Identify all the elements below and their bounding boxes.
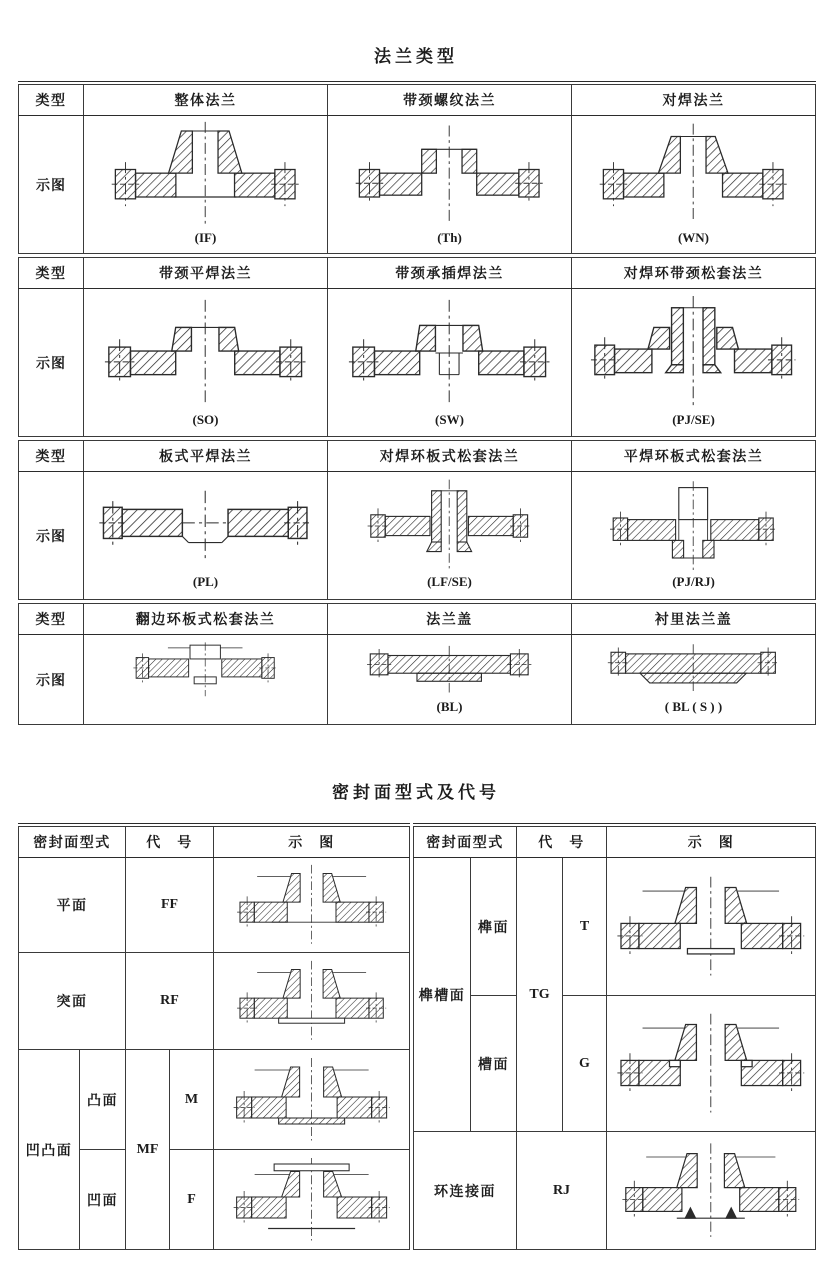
flange-drawing [91,294,319,412]
flange-code: (SW) [435,411,464,427]
seal-code: FF [126,858,214,953]
flange-drawing [579,120,807,230]
seal-face-header: 密封面型式 [414,827,517,858]
seal-face-label: 凹面 [80,1150,126,1250]
flange-name: 板式平焊法兰 [84,441,328,472]
seal-face-label: 榫面 [471,858,517,996]
flange-name: 带颈螺纹法兰 [328,85,572,116]
diagram-row-label: 示图 [19,472,84,600]
type-header-row [19,85,816,116]
flange-section-1 [18,84,816,254]
flange-name: 衬里法兰盖 [572,604,816,635]
seal-group-label: 榫槽面 [414,858,471,1132]
flange-code: (IF) [194,229,217,245]
flange-section-4 [18,603,816,725]
flange-code: (BL) [436,698,463,714]
seal-code-header: 代 号 [517,827,607,858]
diagram-row-label: 示图 [19,635,84,725]
seal-face-header: 密封面型式 [19,827,126,858]
seal-code: G [563,996,607,1132]
flange-drawing [91,120,319,230]
diagram-row [19,472,816,600]
flange-code: (PL) [192,573,219,589]
diagram-row [19,289,816,437]
type-row-label: 类型 [19,604,84,635]
seal-face-table [18,823,816,1250]
seal-drawing [219,862,404,948]
seal-group-label: 凹凸面 [19,1050,80,1250]
type-header-row [19,258,816,289]
seal-group-code: TG [517,858,563,1132]
seal-header-row [19,827,410,858]
diagram-row-label: 示图 [19,116,84,254]
flange-drawing [579,641,807,699]
diagram-row [19,635,816,725]
seal-drawing [612,867,810,987]
diagram-row [19,116,816,254]
seal-code: T [563,858,607,996]
seal-group-code: MF [126,1050,170,1250]
flange-type-table [18,81,816,725]
flange-name: 对焊环带颈松套法兰 [572,258,816,289]
seal-row-ring [414,1132,816,1250]
seal-row-tongue [414,858,816,996]
flange-section-3 [18,440,816,600]
flange-drawing [579,294,807,412]
flange-code: (PJ/RJ) [672,573,715,589]
flange-name: 对焊环板式松套法兰 [328,441,572,472]
seal-drawing [219,1155,404,1245]
flange-name: 翻边环板式松套法兰 [84,604,328,635]
seal-face-label: 槽面 [471,996,517,1132]
flange-code: ( BL ( S ) ) [664,698,723,714]
seal-header-row [414,827,816,858]
seal-code: M [170,1050,214,1150]
type-header-row [19,441,816,472]
flange-name: 对焊法兰 [572,85,816,116]
seal-row-flat [19,858,410,953]
seal-row-groove [414,996,816,1132]
flange-code: (LF/SE) [427,573,472,589]
seal-code-header: 代 号 [126,827,214,858]
seal-face-label: 凸面 [80,1050,126,1150]
flange-code: (PJ/SE) [672,411,715,427]
seal-table-left [18,823,410,1250]
seal-code: RJ [517,1132,607,1250]
flange-name: 带颈承插焊法兰 [328,258,572,289]
seal-drawing [612,1005,810,1123]
flange-drawing [335,120,563,230]
type-header-row [19,604,816,635]
seal-table-right [413,823,816,1250]
seal-drawing [612,1140,810,1242]
flange-code: (WN) [677,229,710,245]
seal-row-raised [19,953,410,1050]
seal-diagram-header: 示 图 [607,827,816,858]
flange-name: 法兰盖 [328,604,572,635]
seal-table-title: 密封面型式及代号 [332,783,500,802]
seal-face-label: 环连接面 [414,1132,517,1250]
flange-drawing [91,641,319,699]
diagram-row-label: 示图 [19,289,84,437]
flange-drawing [335,294,563,412]
seal-drawing [219,958,404,1044]
seal-code: RF [126,953,214,1050]
flange-code: (Th) [437,229,462,245]
seal-code: F [170,1150,214,1250]
type-row-label: 类型 [19,85,84,116]
seal-face-label: 突面 [19,953,126,1050]
flange-drawing [335,641,563,699]
seal-diagram-header: 示 图 [214,827,410,858]
seal-drawing [219,1055,404,1145]
flange-drawing [91,478,319,574]
flange-drawing [579,478,807,574]
flange-section-2 [18,257,816,437]
flange-drawing [335,478,563,574]
flange-name: 平焊环板式松套法兰 [572,441,816,472]
seal-row-male [19,1050,410,1150]
flange-table-title: 法兰类型 [374,47,458,66]
flange-code: (SO) [192,411,219,427]
flange-name: 带颈平焊法兰 [84,258,328,289]
seal-face-label: 平面 [19,858,126,953]
flange-name: 整体法兰 [84,85,328,116]
type-row-label: 类型 [19,258,84,289]
type-row-label: 类型 [19,441,84,472]
